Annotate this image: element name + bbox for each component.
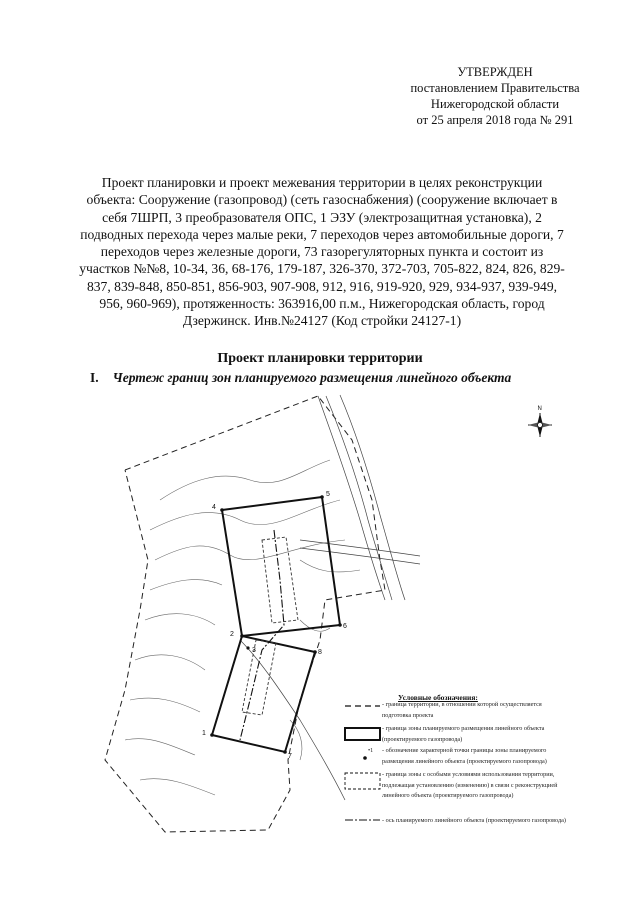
legend-line: размещения линейного объекта (проектируемого газопровода) [382, 757, 547, 765]
section-subheading-text: Чертеж границ зон планируемого размещения линейного объекта [112, 370, 512, 385]
title-line: участков №№8, 10-34, 36, 68-176, 179-187, 326-370, 372-703, 705-822, 824, 826, 829- [79, 261, 565, 277]
legend-line: линейного объекта (проектируемого газопровода) [382, 792, 514, 799]
title-line: Дзержинск. Инв.№24127 (Код стройки 24127-1) [182, 313, 462, 329]
legend-line: - обозначение характерной точки границы зоны планируемого [382, 747, 547, 754]
section-number: I. [90, 370, 99, 385]
point-label: 3 [252, 647, 256, 654]
legend-point-marker: •1 [368, 747, 374, 754]
point-label: 8 [318, 649, 322, 656]
territory-boundary [105, 396, 385, 832]
legend-line: - граница зоны с особыми условиями использования территории, [382, 771, 555, 778]
legend-title: Условные обозначения: [398, 693, 478, 702]
title-line: подводных перехода через малые реки, 7 переходов через автомобильные дороги, 7 [80, 226, 564, 242]
title-line: 956, 960-969), протяженность: 363916,00 п.м., Нижегородская область, город [99, 296, 545, 312]
approval-line-decree: постановлением Правительства [410, 81, 580, 95]
legend-symbol-zone [345, 728, 380, 740]
compass-icon [528, 406, 552, 437]
legend-line: подлежащая установлению (изменению) в связи с реконструкцией [382, 781, 558, 789]
special-conditions-zone [242, 537, 298, 715]
compass-label: N [537, 406, 542, 412]
legend-item-zone [382, 724, 544, 745]
legend-symbol-point [363, 756, 367, 760]
legend-item-special-zone [382, 770, 557, 802]
approval-line-date: от 25 апреля 2018 года № 291 [416, 113, 574, 127]
approval-title: УТВЕРЖДЕН [457, 65, 533, 79]
title-line: Проект планировки и проект межевания территории в целях реконструкции [101, 175, 543, 190]
legend-symbols [345, 706, 380, 820]
legend-line: (проектируемого газопровода) [382, 735, 463, 743]
point-label: 1 [202, 730, 206, 737]
legend-line: подготовка проекта [382, 711, 434, 719]
title-line: переходов через железные дороги, 73 газорегуляторных пункта и состоит из [100, 244, 544, 260]
section-heading: Проект планировки территории [217, 351, 423, 366]
title-line: 837, 839-848, 850-851, 856-903, 907-908, 912, 916, 919-920, 929, 934-937, 939-949, [86, 278, 558, 294]
legend-line: - ось планируемого линейного объекта (проектируемого газопровода) [382, 817, 566, 824]
title-line: объекта: Сооружение (газопровод) (сеть газоснабжения) (сооружение включает в [86, 192, 558, 208]
point-label: 7 [288, 753, 292, 760]
title-line: себя 7ШРП, 3 преобразователя ОПС, 1 ЭЗУ (электрозащитная установка), 2 [102, 209, 542, 225]
point-label: 2 [230, 631, 234, 638]
legend-line: - граница зоны планируемого размещения линейного объекта [382, 725, 545, 732]
placement-zone [212, 497, 340, 752]
approval-line-region: Нижегородской области [430, 97, 560, 111]
point-label: 4 [212, 504, 216, 511]
legend-item-point [382, 746, 547, 767]
legend-line: - граница территории, в отношении которой осуществляется [382, 701, 542, 708]
point-label: 6 [343, 623, 347, 630]
legend-item-territory [382, 700, 542, 721]
point-label: 5 [326, 491, 330, 498]
legend-symbol-special-zone [345, 773, 380, 789]
legend-item-axis [382, 816, 566, 827]
